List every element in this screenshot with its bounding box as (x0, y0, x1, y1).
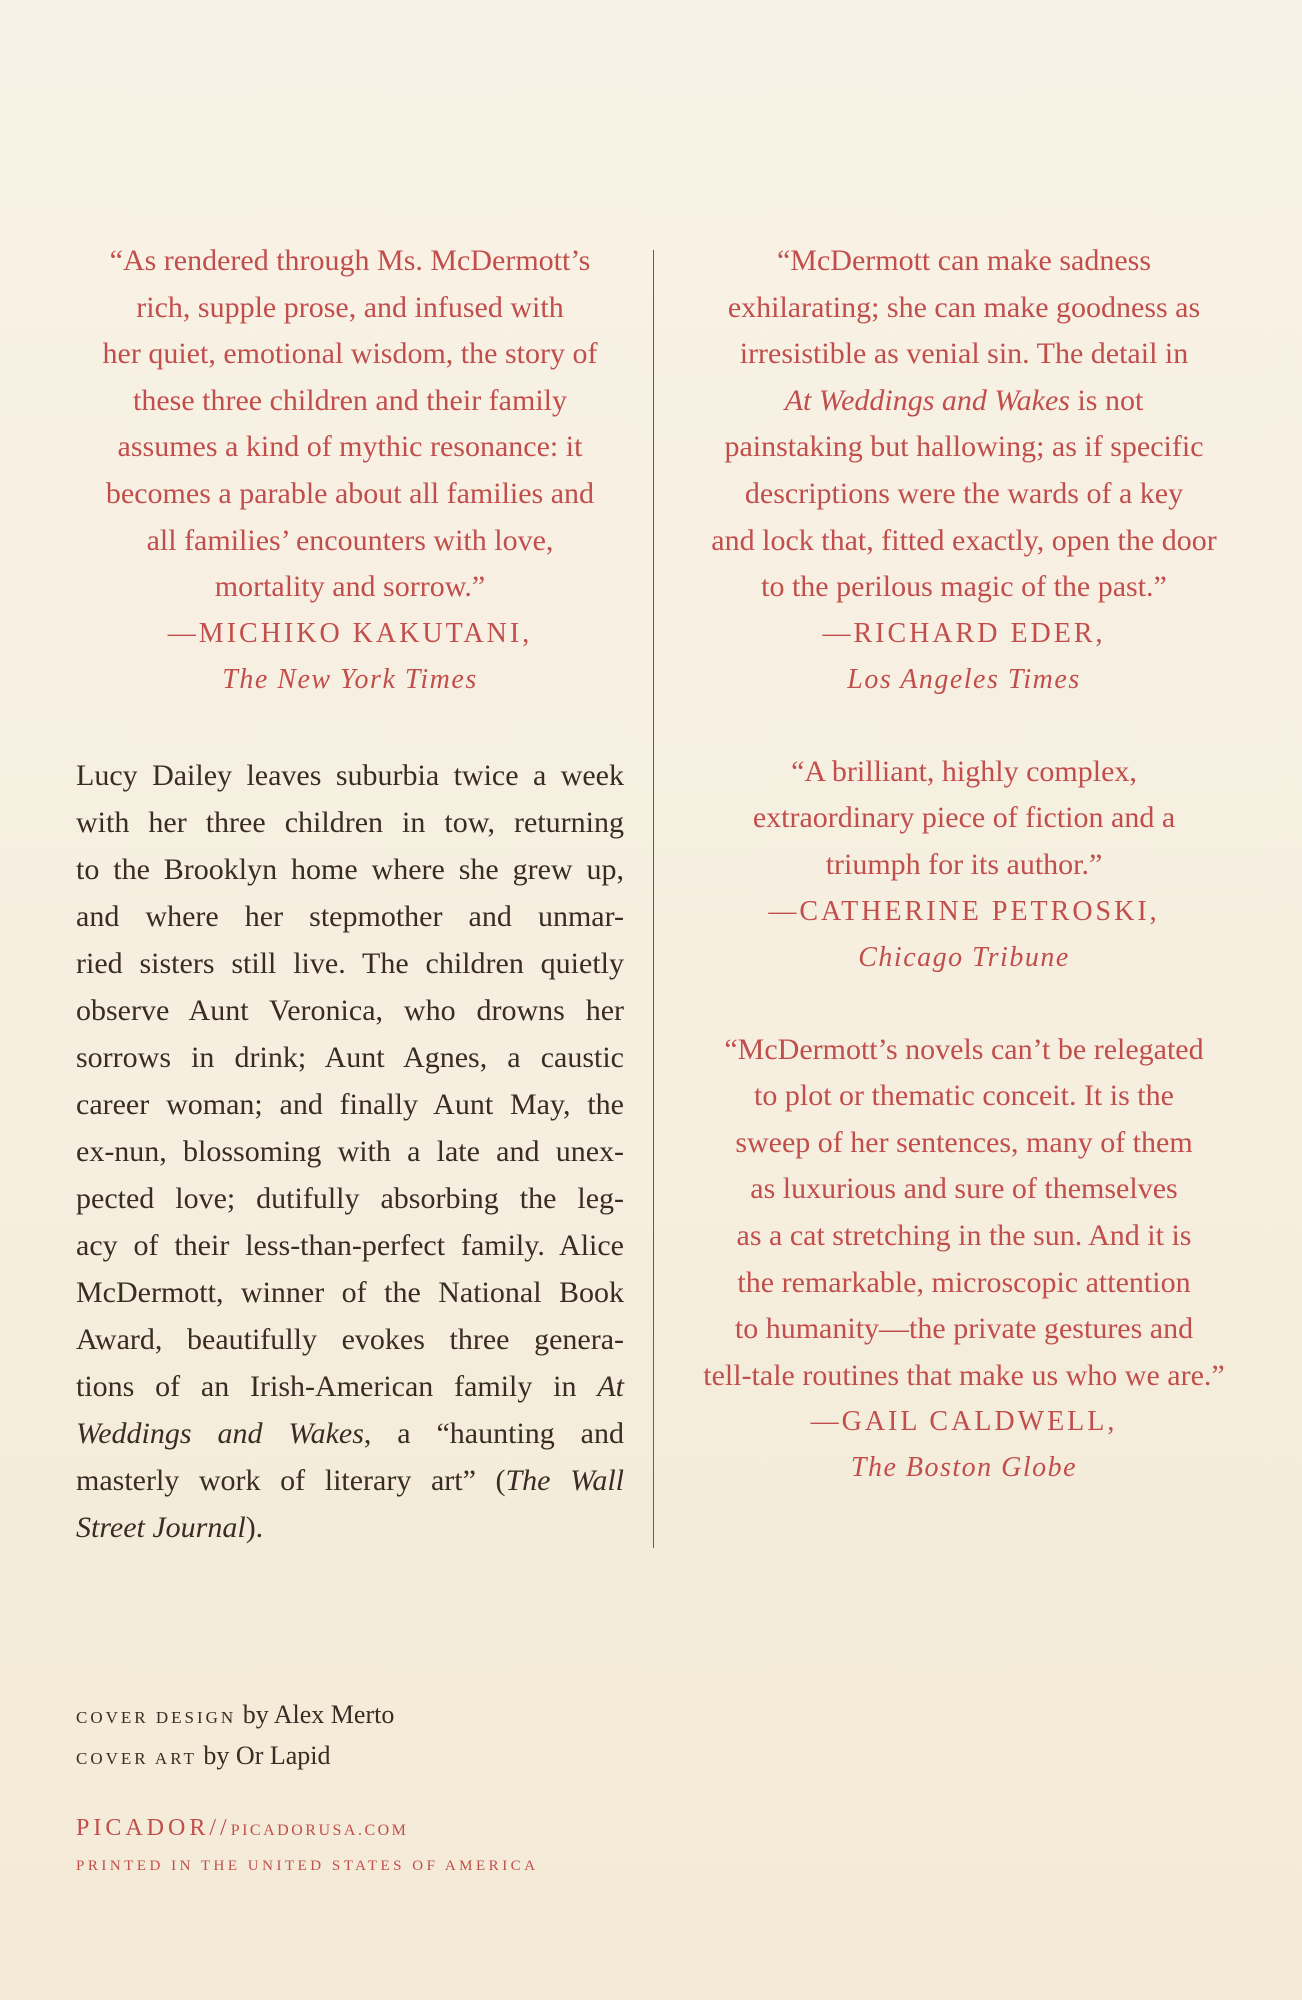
quote-source: Chicago Tribune (858, 941, 1070, 973)
quote-text (684, 1027, 1244, 1400)
quote-line: triumph for its author.” (825, 847, 1103, 881)
quote-line: descriptions were the wards of a key (744, 476, 1184, 510)
quote-line: to humanity—the private gestures and (734, 1312, 1194, 1346)
description-text: ). (245, 1511, 264, 1544)
cover-art-credit (76, 1737, 394, 1778)
quote-caldwell (684, 1027, 1244, 1492)
description-text: masterly work of literary art” ( (76, 1464, 506, 1497)
quote-petroski (684, 749, 1244, 981)
quote-line: irresistible as venial sin. The detail in (739, 337, 1189, 371)
quote-source: The New York Times (222, 663, 478, 695)
description-line: career woman; and finally Aunt May, the (76, 1088, 624, 1121)
quote-line: “McDermott’s novels can’t be relegated (724, 1032, 1204, 1066)
quote-author: —GAIL CALDWELL, (810, 1406, 1118, 1438)
publisher-url: PICADORUSA.COM (230, 1822, 409, 1839)
quote-line: “As rendered through Ms. McDermott’s (109, 244, 591, 277)
credit-name: by Or Lapid (196, 1741, 331, 1770)
description-line: ried sisters still live. The children quietly (76, 947, 624, 980)
quote-author: —MICHIKO KAKUTANI, (167, 617, 533, 649)
quote-line: sweep of her sentences, many of them (735, 1125, 1193, 1159)
quote-line: exhilarating; she can make goodness as (727, 290, 1201, 324)
quote-line: rich, supple prose, and infused with (136, 290, 564, 324)
quote-line: all families’ encounters with love, (146, 523, 554, 557)
quote-line: painstaking but hallowing; as if specific (724, 430, 1204, 464)
description-line: Lucy Dailey leaves suburbia twice a week (76, 759, 624, 792)
description-line (76, 1410, 624, 1457)
quote-text (76, 238, 624, 611)
publisher-line (76, 1815, 408, 1842)
description-line (76, 1504, 624, 1551)
quote-line: assumes a kind of mythic resonance: it (117, 430, 583, 464)
cover-credits (76, 1696, 394, 1778)
quote-line: the remarkable, microscopic attention (737, 1265, 1191, 1299)
publisher-name: PICADOR (76, 1815, 210, 1841)
description-line: acy of their less-than-perfect family. Alice (76, 1229, 624, 1262)
description-line: observe Aunt Veronica, who drowns her (76, 994, 624, 1027)
quote-line: “A brilliant, highly complex, (791, 754, 1137, 788)
quote-line: to plot or thematic conceit. It is the (754, 1079, 1174, 1113)
left-quote (76, 238, 624, 703)
quote-line: extraordinary piece of fiction and a (752, 801, 1176, 835)
quote-line: as a cat stretching in the sun. And it is (736, 1218, 1192, 1252)
column-divider (653, 250, 654, 1548)
description-text: , a “haunting and (363, 1417, 624, 1450)
description-line (76, 1363, 624, 1410)
quote-line: these three children and their family (133, 383, 567, 417)
quote-line: her quiet, emotional wisdom, the story of (102, 337, 598, 371)
quote-line: as luxurious and sure of themselves (750, 1172, 1178, 1206)
quote-text (684, 749, 1244, 889)
publication-italic: Street Journal (76, 1511, 246, 1544)
quote-author: —CATHERINE PETROSKI, (768, 895, 1160, 927)
credit-label: COVER ART (76, 1749, 197, 1768)
quote-line: becomes a parable about all families and (105, 476, 595, 510)
publisher-separator: // (209, 1815, 231, 1841)
quote-line: tell-tale routines that make us who we are.” (703, 1358, 1225, 1392)
description-line (76, 1457, 624, 1504)
description-line: ex-nun, blossoming with a late and unex- (76, 1135, 624, 1168)
quote-source: The Boston Globe (850, 1452, 1078, 1484)
quote-line: and lock that, fitted exactly, open the door (711, 523, 1217, 557)
description-text: tions of an Irish-American family in (76, 1370, 598, 1403)
description-line: McDermott, winner of the National Book (76, 1276, 624, 1309)
quote-author: —RICHARD EDER, (822, 617, 1106, 649)
quote-text-part: is not (1069, 383, 1144, 417)
right-quotes (684, 238, 1244, 1491)
description-line: sorrows in drink; Aunt Agnes, a caustic (76, 1041, 624, 1074)
book-title-italic: At (597, 1370, 624, 1403)
quote-text (684, 238, 1244, 611)
description-line: with her three children in tow, returning (76, 806, 624, 839)
quote-source: Los Angeles Times (847, 663, 1081, 695)
book-title-italic: Weddings and Wakes (76, 1417, 364, 1450)
description-line: and where her stepmother and unmar- (76, 900, 624, 933)
description-line: Award, beautifully evokes three genera- (76, 1323, 624, 1356)
cover-design-credit (76, 1696, 394, 1737)
quote-line: mortality and sorrow.” (214, 570, 486, 604)
credit-label: COVER DESIGN (76, 1708, 237, 1727)
printed-in: PRINTED IN THE UNITED STATES OF AMERICA (76, 1858, 539, 1874)
quote-line: “McDermott can make sadness (776, 244, 1152, 277)
quote-line (684, 378, 1244, 425)
quote-eder (684, 238, 1244, 703)
book-description (76, 752, 624, 1551)
description-line: to the Brooklyn home where she grew up, (76, 853, 624, 886)
book-title-italic: At Weddings and Wakes (784, 383, 1070, 417)
description-line: pected love; dutifully absorbing the leg- (76, 1182, 624, 1215)
publication-italic: The Wall (505, 1464, 625, 1497)
credit-name: by Alex Merto (236, 1700, 395, 1729)
quote-line: to the perilous magic of the past.” (761, 570, 1167, 604)
